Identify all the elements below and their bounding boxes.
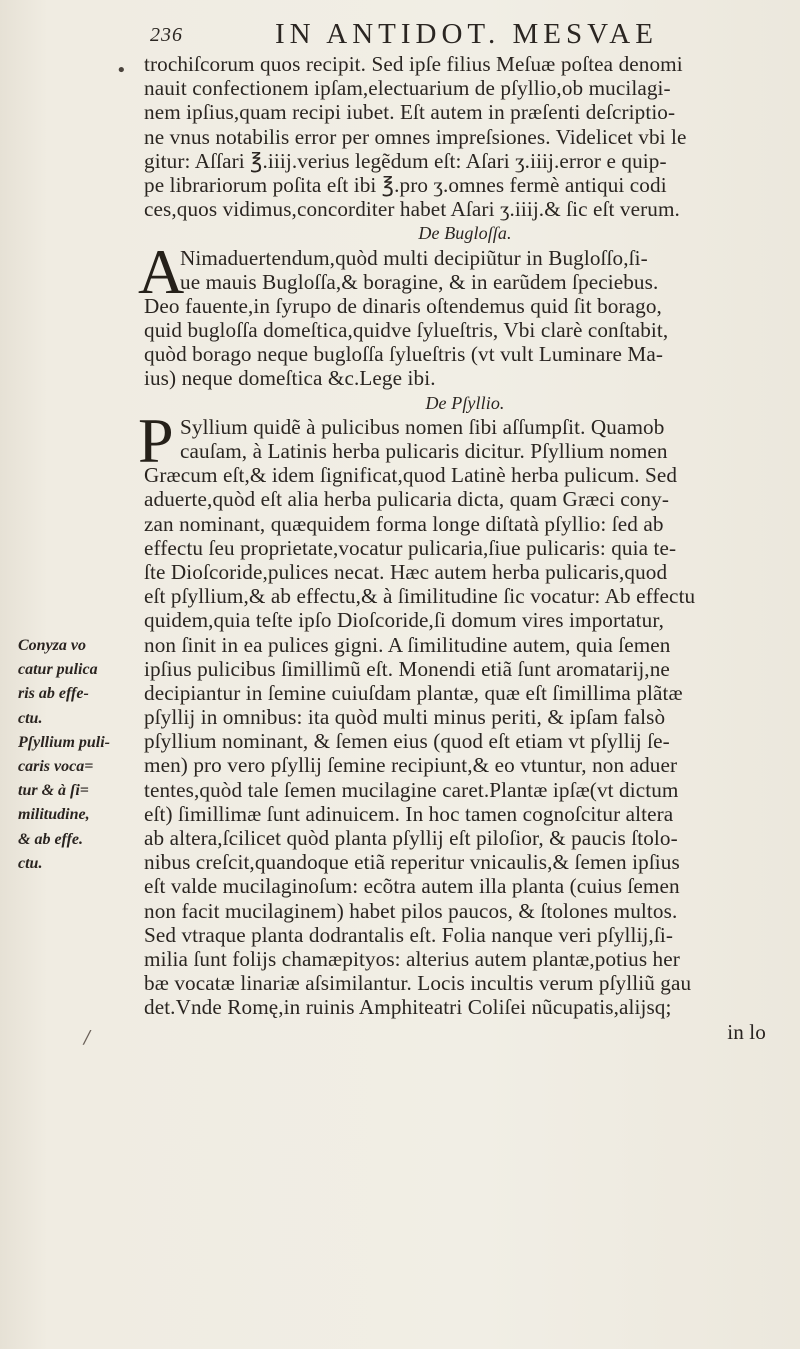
text-line: pſyllium nominant, & ſemen eius (quod eſt etiam vt pſyllij ſe-: [144, 729, 670, 754]
section-heading-buglossa: De Bugloſſa.: [418, 223, 512, 244]
text-line: gitur: Aſſari ℥.iiij.verius legẽdum eſt: Aſari ʒ.iiij.error e quip-: [144, 148, 667, 173]
intro-paragraph: [144, 52, 766, 221]
text-line: trochiſcorum quos recipit. Sed ipſe filius Meſuæ poſtea denomi: [144, 52, 683, 76]
text-line: non ſinit in ea pulices gigni. A ſimilitudine autem, quia ſemen: [144, 632, 671, 657]
psyllio-paragraph: [138, 404, 766, 1020]
text-line: Sed vtraque planta dodrantalis eſt. Folia nanque veri pſyllij,ſi-: [144, 922, 673, 947]
text-line: ipſius pulicibus ſimillimũ eſt. Monendi etiã ſunt aromatarij,ne: [144, 656, 670, 681]
text-line: tentes,quòd tale ſemen mucilagine caret.Plantæ ipſæ(vt dictum: [144, 777, 679, 802]
text-line: eſt) ſimillimæ ſunt adinuicem. In hoc tamen cognoſcitur altera: [144, 801, 674, 826]
text-line: milia ſunt folijs chamæpityos: alterius autem plantæ,potius her: [144, 946, 680, 971]
margin-note-line: ris ab effe-: [18, 685, 89, 703]
text-line: non facit mucilaginem) habet pilos paucos, & ſtolones multos.: [144, 898, 678, 923]
text-line: det.Vnde Romę,in ruinis Amphiteatri Coliſei nũcupatis,alijsq;: [144, 995, 672, 1020]
margin-note-line: Pſyllium puli-: [18, 733, 110, 751]
margin-note-line: caris voca=: [18, 757, 94, 775]
text-line: ces,quos vidimus,concorditer habet Aſari ʒ.iiij.& ſic eſt verum.: [144, 197, 680, 222]
main-text: [138, 52, 766, 1044]
margin-note-line: catur pulica: [18, 661, 98, 679]
drop-cap: A: [138, 235, 185, 307]
text-line: pe librariorum poſita eſt ibi ℥.pro ʒ.omnes fermè antiqui codi: [144, 172, 667, 197]
text-line: Deo fauente,in ſyrupo de dinaris oſtendemus quid ſit borago,: [144, 293, 662, 318]
text-line: quid bugloſſa domeſtica,quidve ſylueſtris, Vbi clarè conſtabit,: [144, 318, 669, 343]
running-head: IN ANTIDOT. MESVAE: [275, 18, 658, 50]
text-line: nibus creſcit,quandoque etiã reperitur vnicaulis,& ſemen ipſius: [144, 850, 680, 875]
page-header: [150, 18, 760, 54]
margin-note-line: tur & à ſi=: [18, 782, 89, 800]
text-line: ſte Dioſcoride,pulices necat. Hæc autem herba pulicaris,quod: [144, 559, 668, 584]
text-line: zan nominant, quæquidem forma longe diſtatà pſyllio: ſed ab: [144, 511, 664, 536]
text-line: quòd borago neque bugloſſa ſylueſtris (vt vult Luminare Ma-: [144, 342, 663, 367]
text-line: Nimaduertendum,quòd multi decipiũtur in Bugloſſo,ſi-: [180, 245, 648, 270]
margin-note-line: Conyza vo: [18, 637, 86, 654]
text-line: decipiantur in ſemine cuiuſdam plantæ, quæ eſt ſimillima plãtæ: [144, 680, 683, 705]
margin-dot: •: [116, 60, 127, 81]
text-line: nauit confectionem ipſam,electuarium de pſyllio,ob mucilagi-: [144, 76, 671, 101]
text-line: bæ vocatæ linariæ aſsimilantur. Locis incultis verum pſylliũ gau: [144, 971, 692, 996]
text-line: quidem,quia teſte ipſo Dioſcoride,ſi domum vires importatur,: [144, 608, 665, 633]
drop-cap: P: [138, 404, 174, 476]
margin-note-line: & ab effe.: [18, 830, 84, 848]
text-line: Græcum eſt,& idem ſignificat,quod Latinè herba pulicum. Sed: [144, 463, 678, 488]
margin-note-line: ctu.: [18, 854, 43, 872]
text-line: eſt valde mucilaginoſum: ecõtra autem illa planta (cuius ſemen: [144, 874, 680, 899]
text-line: ne vnus notabilis error per omnes impreſsiones. Videlicet vbi le: [144, 124, 687, 149]
text-line: eſt pſyllium,& ab effectu,& à ſimilitudine ſic vocatur: Ab effectu: [144, 584, 696, 609]
text-line: effectu ſeu proprietate,vocatur pulicaria,ſiue pulicaris: quia te-: [144, 535, 677, 560]
text-line: ue mauis Bugloſſa,& boragine, & in earũdem ſpeciebus.: [180, 269, 659, 294]
text-line: ab altera,ſcilicet quòd planta pſyllij eſt piloſior, & paucis ſtolo-: [144, 826, 678, 850]
margin-note-line: militudine,: [18, 806, 90, 824]
text-line: cauſam, à Latinis herba pulicaris dicitur. Pſyllium nomen: [180, 439, 668, 463]
margin-notes: [18, 634, 150, 876]
text-line: Syllium quidẽ à pulicibus nomen ſibi aſſumpſit. Quamob: [180, 414, 665, 439]
buglossa-paragraph: [138, 235, 766, 391]
text-line: pſyllij in omnibus: ita quòd multi minus periti, & ipſam falsò: [144, 705, 666, 730]
catchword: in lo: [727, 1019, 766, 1044]
section-heading-psyllio: De Pſyllio.: [425, 392, 505, 413]
ink-slash-mark: /: [84, 1027, 91, 1048]
page-number: 236: [150, 24, 183, 46]
margin-note-line: ctu.: [18, 709, 43, 727]
text-line: ius) neque domeſtica &c.Lege ibi.: [144, 366, 436, 391]
text-line: nem ipſius,quam recipi iubet. Eſt autem in præſenti deſcriptio-: [144, 100, 676, 125]
text-line: men) pro vero pſyllij ſemine recipiunt,& eo vtuntur, non aduer: [144, 753, 678, 778]
text-line: aduerte,quòd eſt alia herba pulicaria dicta, quam Græci cony-: [144, 487, 669, 512]
